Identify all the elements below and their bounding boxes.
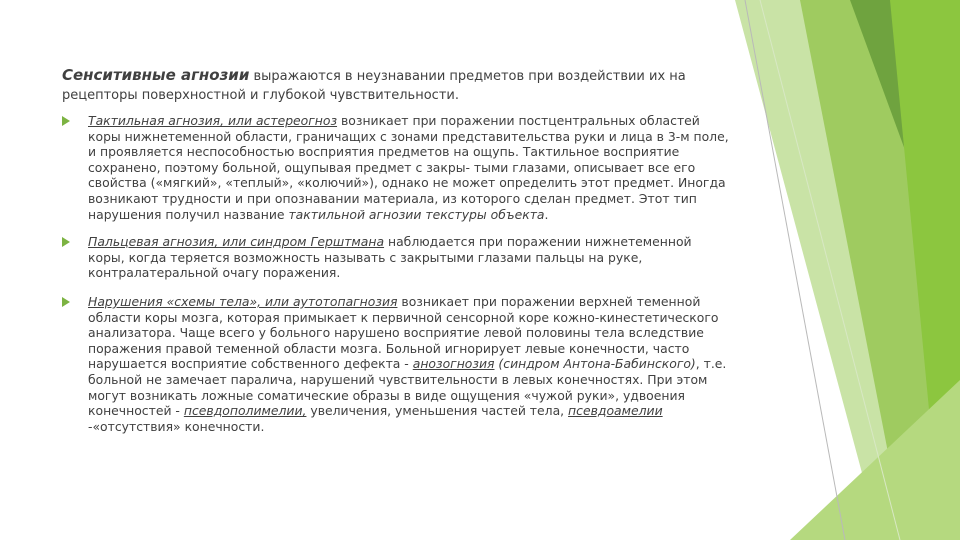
bullet-list	[62, 113, 732, 434]
item-text: возникает при поражении верхней теменной области коры мозга, которая примыкает к первичной сенсорной коре кожно-кинестетического анализатора. Чаще всего у больного нарушено восприятие левой половины тела вследствие поражения правой теменной области мозга. Больной игнорирует левые конечности, часто нарушается восприятие собственного дефекта -	[88, 293, 719, 372]
bullet-item-finger-agnosia	[62, 234, 732, 281]
deco-thin-line	[745, 0, 845, 540]
term-anosognosia: анозогнозия	[412, 356, 495, 372]
bullet-item-body-schema	[62, 294, 732, 434]
deco-light-wedge	[735, 0, 960, 540]
deco-bottom-wedge	[790, 380, 960, 540]
term-pseudopolymelia: псевдополимелии,	[183, 403, 307, 419]
bullet-arrow-icon	[62, 116, 70, 126]
intro-term: Сенситивные агнозии	[62, 66, 250, 84]
intro-text: выражаются в неузнавании предметов при воздействии их на рецепторы поверхностной и глубокой чувствительности.	[62, 69, 686, 103]
deco-bright-wedge	[890, 0, 960, 420]
bullet-arrow-icon	[62, 237, 70, 247]
deco-mid-wedge	[800, 0, 960, 540]
item-text: возникает при поражении постцентральных областей коры нижнетеменной области, граничащих с зонами представительства руки и лица в 3-м поле, и проявляется неспособностью восприятия предметов на ощупь. Тактильное восприятие сохранено, поэтому больной, ощупывая предмет с закры- тыми глазами, описывает все его свойства («мягкий», «теплый», «колючий»), однако не может определить этот предмет. Иногда возникают трудности и при опознавании материала, из которого сделан предмет. Этот тип нарушения получил название	[88, 113, 729, 222]
item-text-3: увеличения, уменьшения частей тела,	[306, 403, 569, 419]
term-pseudoamelia: псевдоамелии	[568, 403, 663, 419]
deco-dark-wedge	[850, 0, 960, 300]
item-text-2: , т.е. больной не замечает паралича, нарушений чувствительности в левых конечностях. При этом могут возникать ложные соматические образы в виде ощущения «чужой руки», удвоения конечностей -	[88, 356, 727, 419]
item-text-end: .	[544, 206, 549, 222]
bullet-arrow-icon	[62, 297, 70, 307]
term-tactile-texture: тактильной агнозии текстуры объекта	[288, 206, 545, 222]
term-tactile-agnosia: Тактильная агнозия, или астереогноз	[88, 113, 338, 128]
deco-thin-line-2	[760, 0, 900, 540]
term-finger-agnosia: Пальцевая агнозия, или синдром Герштмана	[88, 234, 385, 250]
term-autotopagnosia: Нарушения «схемы тела», или аутотопагнозия	[88, 293, 398, 309]
term-anton-babinski: (синдром Антона-Бабинского)	[498, 356, 696, 372]
bullet-item-tactile-agnosia	[62, 113, 732, 222]
item-text-4: -«отсутствия» конечности.	[88, 418, 265, 434]
intro-paragraph	[62, 66, 742, 105]
item-text: наблюдается при поражении нижнетеменной коры, когда теряется возможность называть с закрытыми глазами пальцы на руке, контралатеральной очагу поражения.	[88, 234, 692, 281]
